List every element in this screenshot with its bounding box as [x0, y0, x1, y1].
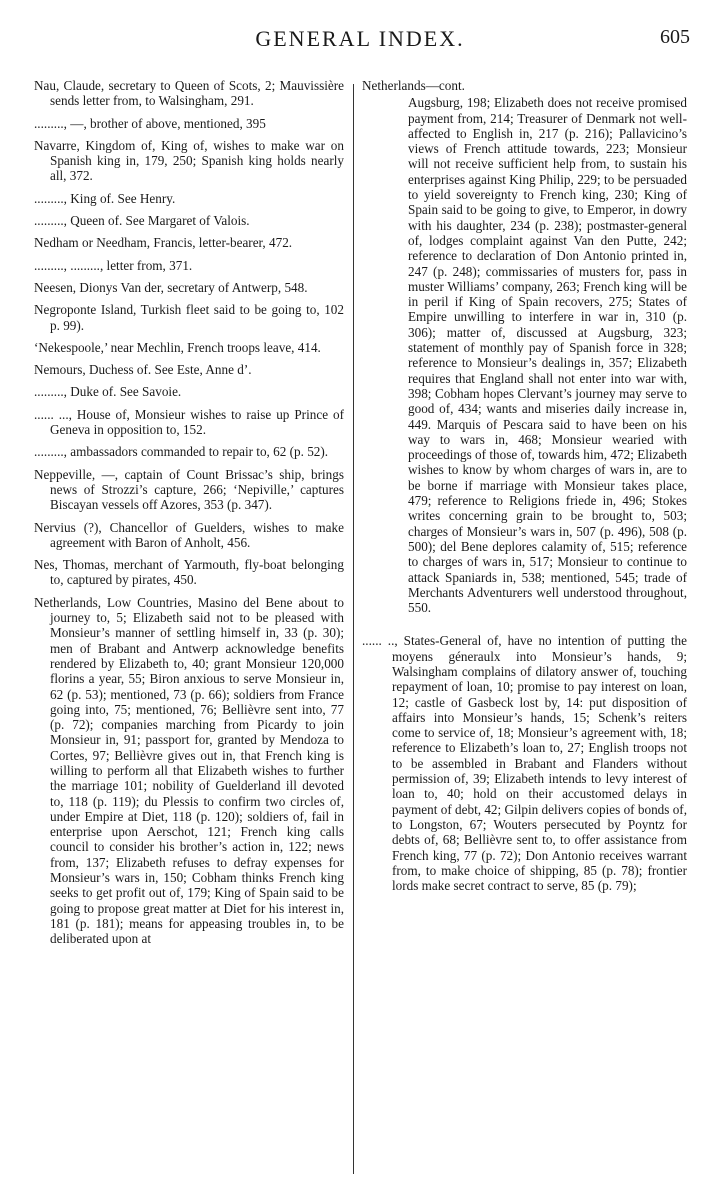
index-entry: ...... ..., House of, Monsieur wishes to raise up Prince of Geneva in opposition to, 152. [34, 406, 344, 438]
index-entry: Nemours, Duchess of. See Este, Anne d’. [34, 362, 252, 378]
left-column [34, 78, 344, 954]
index-entry: Nau, Claude, secretary to Queen of Scots, 2; Mauvissière sends letter from, to Walsingham, 291. [34, 78, 344, 109]
index-entry: Netherlands, Low Countries, Masino del Bene about to journey to, 5; Elizabeth said not to be pleased with Monsieur’s manner of settling himself in, 33 (p. 30); men of Brabant and Antwerp acknowledge benefits rendered by Elizabeth to, 40; grant Monsieur 120,000 florins a year, 55; Biron anxious to serve Monsieur in, 62 (p. 53); mentioned, 73 (p. 66); soldiers from France going into, 75; mentioned, 76; Bellièvre sent into, 77 (p. 72); companies marching from Picardy to join Monsieur in, 91; passport for, granted by Mendoza to Cortes, 97; Bellièvre gives out in, that French king is willing to perform all that Elizabeth wishes to further the marriage 101; nobility of Guelderland ill devoted to, 118 (p. 119); du Plessis to confirm two circles of, under Empire at Diet, 118 (p. 120); soldiers of, fail in enterprise upon Aerschot, 121; French king calls council to consider his brother’s action in, 122; news from, 137; Elizabeth refuses to defray expenses for Monsieur’s wars in, 150; Cobham thinks French king seeks to get profit out of, 179; King of Spain said to be going to propose great matter at Diet for his interest in, 181 (p. 181); means for appeasing troubles in, to be deliberated upon at [34, 594, 344, 947]
index-entry: ........., —, brother of above, mentioned, 395 [34, 115, 266, 131]
index-entry: ........., ........., letter from, 371. [34, 257, 193, 273]
index-entry-states-general: ...... .., States-General of, have no intention of putting the moyens géneraulx into Monsieur’s hands, 9; Walsingham complains of dilatory answer of, touching repayment of loan, 10; promise to pay interest on loan, 12; castle of Gasbeck lost by, 14: put disposition of affairs into Monsieur’s hands, 15; Schenk’s reiters come to service of, 18; Monsieur’s agreement with, 18; reference to Elizabeth’s loan to, 27; English troops not to be assembled in Brabant and Flanders without permission of, 39; Elizabeth intends to levy interest of loan to, 40; hold on their accustomed delays in payment of debt, 42; Gilpin delivers copies of bonds of, to Longston, 67; Wouters persecuted by Poyntz for debts of, 68; Bellièvre sent to, to offer assistance from French king, 77 (p. 72); Don Antonio receives warrant from, to make choice of shipping, 85 (p. 78); frontier lords make secret contract to serve, 85 (p. 79); [362, 633, 687, 894]
index-entry: Nes, Thomas, merchant of Yarmouth, fly-boat belonging to, captured by pirates, 450. [34, 557, 344, 588]
index-entry: Negroponte Island, Turkish fleet said to be going to, 102 p. 99). [34, 302, 344, 333]
page-number: 605 [660, 26, 690, 48]
index-entry: Nervius (?), Chancellor of Guelders, wishes to make agreement with Baron of Anholt, 456. [34, 519, 344, 550]
page-header [0, 26, 720, 56]
index-entry: ........., King of. See Henry. [34, 190, 176, 206]
right-column [362, 78, 687, 893]
index-entry: ........., Queen of. See Margaret of Valois. [34, 213, 250, 229]
index-entry: Neesen, Dionys Van der, secretary of Antwerp, 548. [34, 279, 308, 295]
continuation-heading: Netherlands—cont. [362, 78, 465, 93]
index-entry: Neppeville, —, captain of Count Brissac’s ship, brings news of Strozzi’s capture, 266; ‘Nepiville,’ captures Biscayan vessels off Azores, 353 (p. 347). [34, 466, 344, 513]
page-title: GENERAL INDEX. [255, 26, 465, 51]
index-entry: Navarre, Kingdom of, King of, wishes to make war on Spanish king in, 179, 250; Spanish king holds nearly all, 372. [34, 137, 344, 184]
index-entry: ........., Duke of. See Savoie. [34, 384, 182, 400]
index-entry: ........., ambassadors commanded to repair to, 62 (p. 52). [34, 444, 329, 460]
column-divider [353, 84, 354, 1174]
continued-entry: Augsburg, 198; Elizabeth does not receive promised payment from, 214; Treasurer of Denmark not well-affected to English in, 217 (p. 216); Pallavicino’s views of French attitude towards, 223; Monsieur will not receive sufficient help from, to sustain his enterprises against King Philip, 229; to be persuaded to yield sovereignty to French king, 230; King of Spain said to be going to give, to Emperor, in dowry with his daughter, 234 (p. 238); postmaster-general of, lodges complaint against Van den Putte, 242; reference to declaration of Don Antonio printed in, 247 (p. 248); commissaries of musters for, pass in muster Williams’ company, 263; French king will be in peril if King of Spain recovers, 275; States of Empire unwilling to interfere in war in, 310 (p. 306); matter of, discussed at Augsburg, 323; statement of monthly pay of Spanish force in 328; reference to Monsieur’s dealings in, 357; Elizabeth requires that England shall not enter into war with, 398; Cobham hopes Clervant’s journey may serve to good of, 434; wants and miseries daily increase in, 449. Marquis of Pescara said to have been on his way to wars in, 468; Monsieur wearied with proceedings of those of, towards him, 472; Elizabeth wishes to know by whom charges of wars in, are to be borne if marriage with Monsieur takes place, 479; reference to Religions friede in, 496; Stokes writes concerning grain to be brought to, 503; charges of Monsieur’s wars in, 507 (p. 496), 508 (p. 500); del Bene deplores calamity of, 515; reference to charges of wars in, 517; Monsieur to continue to attack Spaniards in, 538; mentioned, 545; trade of Merchants Adventurers well understood throughout, 550. [408, 95, 687, 616]
index-entry: Nedham or Needham, Francis, letter-bearer, 472. [34, 235, 293, 251]
index-entry: ‘Nekespoole,’ near Mechlin, French troops leave, 414. [34, 339, 321, 355]
